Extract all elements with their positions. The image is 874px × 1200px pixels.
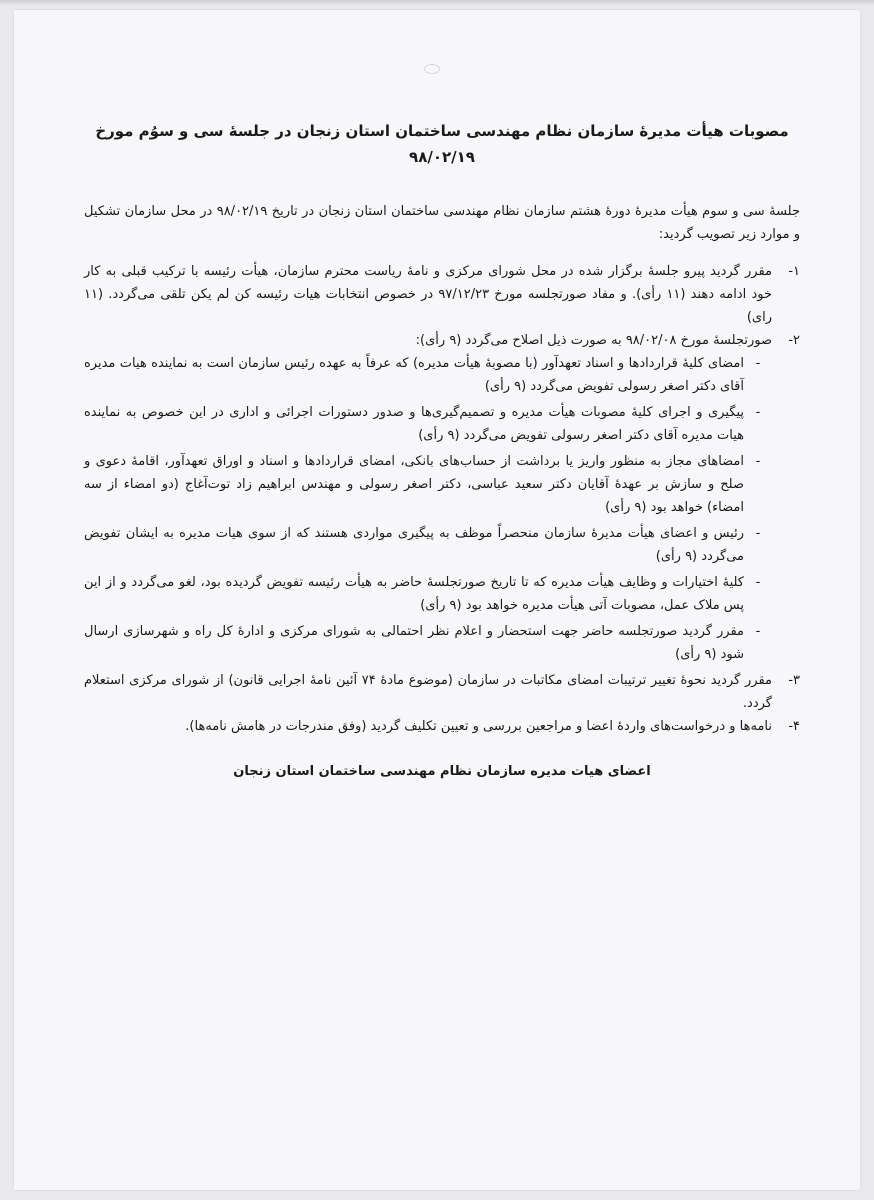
sub-item (84, 620, 772, 666)
item-text: مقرر گردید پیرو جلسهٔ برگزار شده در محل شورای مرکزی و نامهٔ ریاست محترم سازمان، هیأت رئیسه با ترکیب قبلی به کار خود ادامه دهند (۱۱ رأی). و مفاد صورتجلسه مورخ ۹۷/۱۲/۲۳ در خصوص انتخابات هیات رئیسه کن لم یکن تلقی می‌گردد. (۱۱ رای) (84, 264, 772, 325)
sub-item-text: کلیهٔ اختیارات و وظایف هیأت مدیره که تا تاریخ صورتجلسهٔ حاضر به هیأت رئیسه تفویض گردیده بود، لغو می‌گردد و از این پس ملاک عمل، مصوبات آتی هیأت مدیره خواهد بود (۹ رأی) (84, 575, 744, 613)
item-text: مقرر گردید نحوهٔ تغییر ترتیبات امضای مکاتبات در سازمان (موضوع مادهٔ ۷۴ آئین نامهٔ اجرایی قانون) از شورای مرکزی استعلام گردد. (84, 673, 772, 711)
document-title: مصوبات هیأت مدیرهٔ سازمان نظام مهندسی ساختمان استان زنجان در جلسهٔ سی و سوُم مورخ ۹۸/۰۲/۱۹ (95, 122, 789, 166)
sub-item-text: امضاهای مجاز به منظور واریز یا برداشت از حساب‌های بانکی، امضای قراردادها و اسناد و اوراق تعهدآور، اقامهٔ دعوی و صلح و سازش بر عهدهٔ آقایان دکتر سعید عباسی، دکتر اصغر رسولی و مهندس ابراهیم زاد توت‌آغاج (دو امضاء از سه امضاء) خواهد بود (۹ رأی) (84, 454, 744, 515)
dash-marker: - (755, 356, 761, 371)
sub-item-text: امضای کلیهٔ قراردادها و اسناد تعهدآور (با مصوبهٔ هیأت مدیره) که عرفاً به عهده رئیس سازمان است به نماینده هیات مدیره آقای دکتر اصغر رسولی تفویض می‌گردد (۹ رأی) (84, 356, 744, 394)
sub-item-text: مقرر گردید صورتجلسه حاضر جهت استحضار و اعلام نظر احتمالی به شورای مرکزی و ادارهٔ کل راه و شهرسازی ارسال شود (۹ رأی) (84, 624, 744, 662)
item-text: صورتجلسهٔ مورخ ۹۸/۰۲/۰۸ به صورت ذیل اصلاح می‌گردد (۹ رأی): (415, 333, 772, 348)
resolutions-list (84, 260, 800, 738)
item-number: ۱- (788, 264, 800, 279)
sub-item (84, 571, 772, 617)
dash-marker: - (755, 405, 761, 420)
list-item (84, 669, 800, 715)
intro-paragraph: جلسهٔ سی و سوم هیأت مدیرهٔ دورهٔ هشتم سازمان نظام مهندسی ساختمان استان زنجان در تاریخ ۹۸/۰۲/۱۹ در محل سازمان تشکیل و موارد زیر تصویب گردید: (84, 204, 801, 242)
item-number: ۳- (788, 673, 800, 688)
list-item (84, 260, 800, 329)
dash-marker: - (755, 454, 761, 469)
scan-edge (0, 0, 874, 6)
sub-item-text: رئیس و اعضای هیأت مدیرهٔ سازمان منحصراً موظف به پیگیری مواردی هستند که از سوی هیات مدیره به ایشان تفویض می‌گردد (۹ رأی) (84, 526, 744, 564)
sub-item (84, 401, 772, 447)
document-body (84, 118, 800, 784)
sub-item-text: پیگیری و اجرای کلیهٔ مصوبات هیأت مدیره و تصمیم‌گیری‌ها و صدور دستورات اجرائی و اداری در این خصوص به نماینده هیات مدیره آقای دکتر اصغر رسولی تفویض می‌گردد (۹ رأی) (84, 405, 744, 443)
list-item (84, 329, 800, 669)
item-body (84, 329, 772, 669)
sub-item (84, 450, 772, 519)
document-page (14, 10, 860, 1190)
item-text: نامه‌ها و درخواست‌های واردهٔ اعضا و مراجعین بررسی و تعیین تکلیف گردید (وفق مندرجات در هامش نامه‌ها). (185, 719, 772, 734)
item-number: ۲- (788, 333, 800, 348)
sub-list (84, 352, 772, 666)
dash-marker: - (755, 624, 761, 639)
dash-marker: - (755, 575, 761, 590)
dash-marker: - (755, 526, 761, 541)
list-item (84, 715, 800, 738)
sub-item (84, 352, 772, 398)
ink-smudge (424, 64, 440, 74)
signature-line: اعضای هیات مدیره سازمان نظام مهندسی ساختمان استان زنجان (233, 764, 651, 779)
item-number: ۴- (788, 719, 800, 734)
sub-item (84, 522, 772, 568)
